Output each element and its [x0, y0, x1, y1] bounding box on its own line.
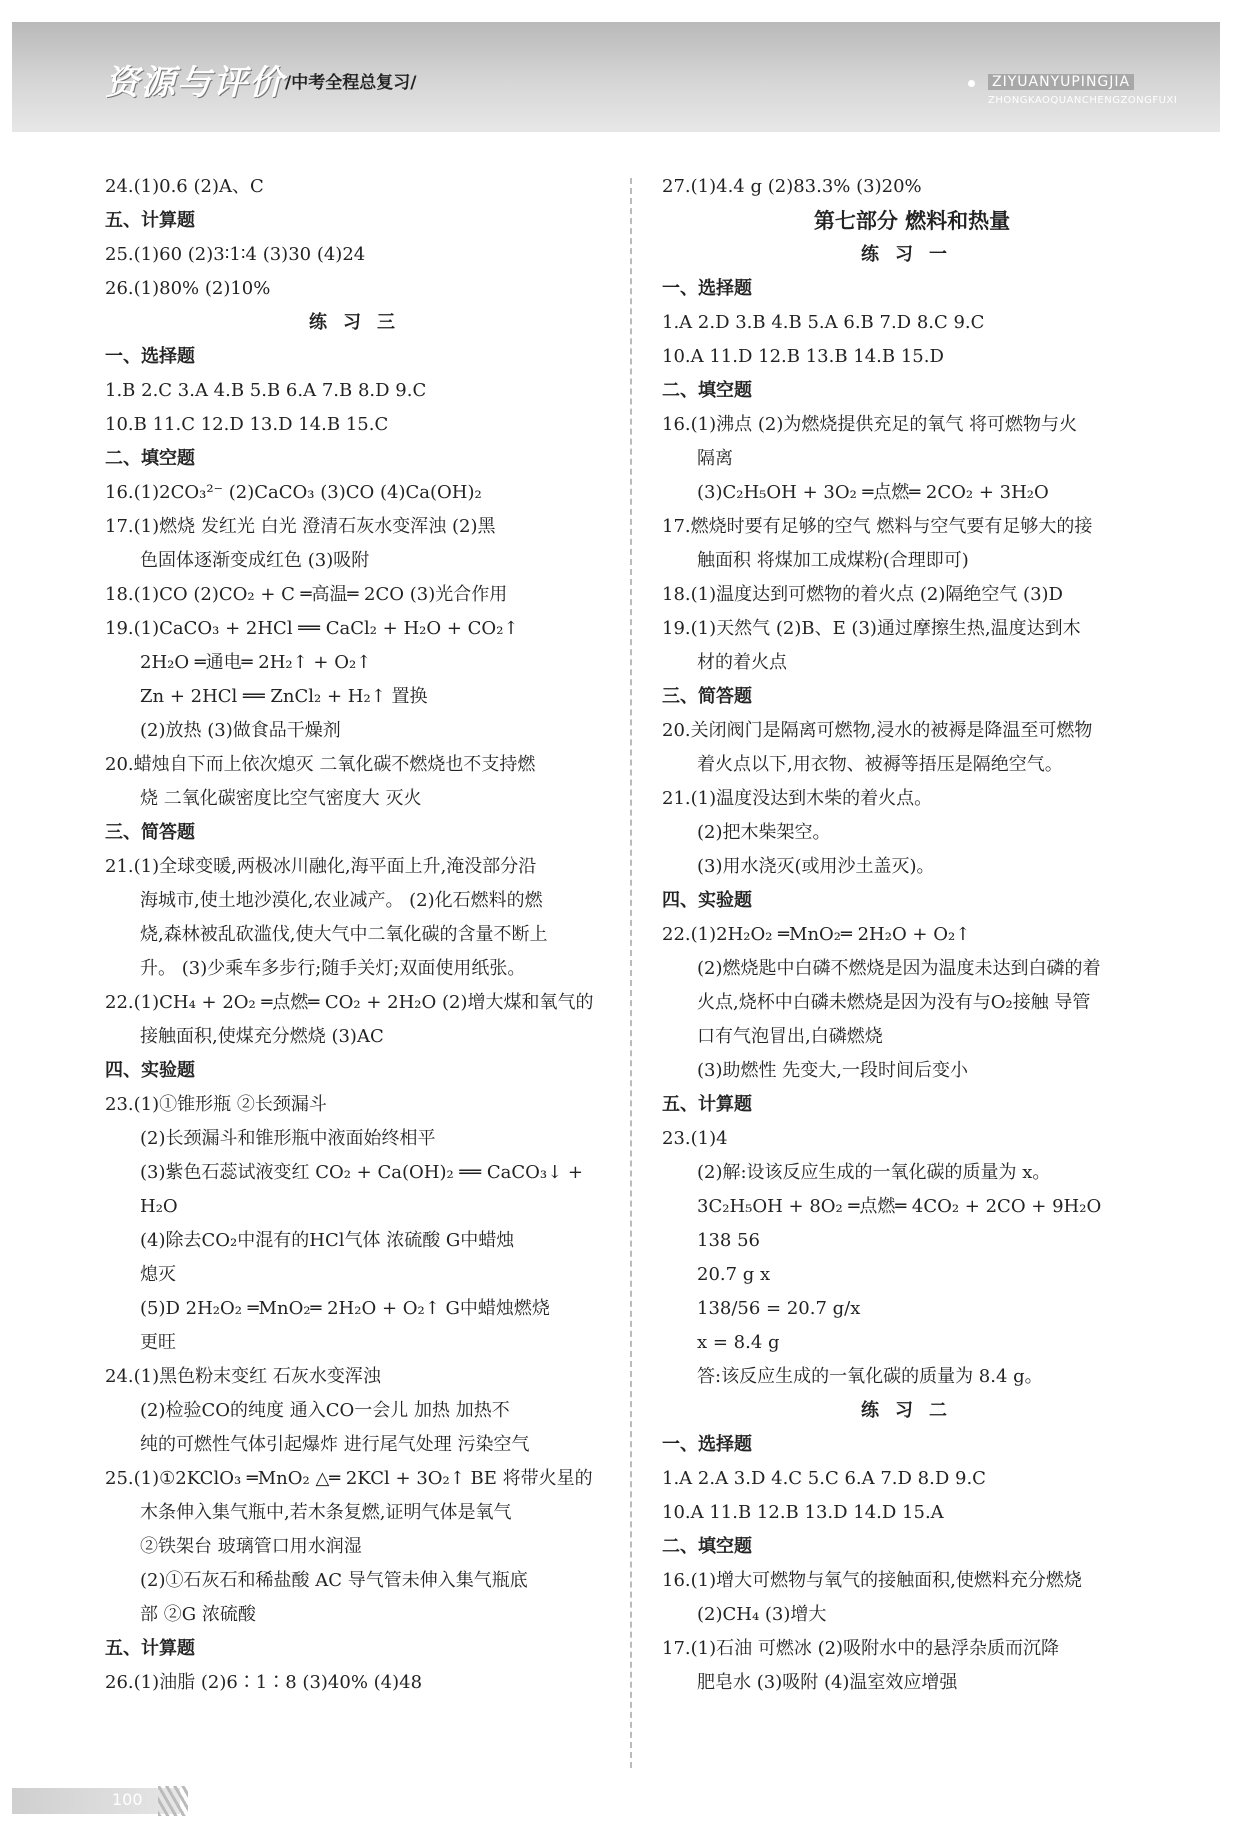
exercise-title: 练习三	[309, 312, 411, 333]
answer-line-continued: 肥皂水 (3)吸附 (4)温室效应增强	[697, 1672, 958, 1693]
answer-line-continued: 隔离	[697, 448, 733, 469]
answer-line: 17.燃烧时要有足够的空气 燃料与空气要有足够大的接	[662, 516, 1093, 537]
header-dot-icon	[968, 80, 975, 87]
answer-line: 25.(1)60 (2)3∶1∶4 (3)30 (4)24	[105, 244, 366, 265]
answer-line-continued: ②铁架台 玻璃管口用水润湿	[140, 1536, 362, 1557]
answer-line: 23.(1)①锥形瓶 ②长颈漏斗	[105, 1094, 327, 1115]
exercise-title: 练习二	[861, 1400, 963, 1421]
answer-line-continued: 138 56	[697, 1230, 760, 1251]
answer-line-continued: 烧 二氧化碳密度比空气密度大 灭火	[140, 788, 422, 809]
section-heading: 一、选择题	[105, 346, 195, 367]
answer-line-continued: x = 8.4 g	[697, 1332, 780, 1353]
answer-line-continued: (3)C₂H₅OH + 3O₂ ═点燃═ 2CO₂ + 3H₂O	[697, 482, 1049, 503]
answer-line-continued: (2)检验CO的纯度 通入CO一会儿 加热 加热不	[140, 1400, 510, 1421]
section-heading: 一、选择题	[662, 1434, 752, 1455]
answer-line: 23.(1)4	[662, 1128, 728, 1149]
answer-line-continued: 接触面积,使煤充分燃烧 (3)AC	[140, 1026, 384, 1047]
answer-line: 17.(1)石油 可燃冰 (2)吸附水中的悬浮杂质而沉降	[662, 1638, 1060, 1659]
answer-line: 25.(1)①2KClO₃ ═MnO₂ △═ 2KCl + 3O₂↑ BE 将带火星的	[105, 1468, 593, 1489]
section-heading: 四、实验题	[662, 890, 752, 911]
answer-line: 22.(1)CH₄ + 2O₂ ═点燃═ CO₂ + 2H₂O (2)增大煤和氧气的	[105, 992, 594, 1013]
answer-line-continued: (5)D 2H₂O₂ ═MnO₂═ 2H₂O + O₂↑ G中蜡烛燃烧	[140, 1298, 550, 1319]
answer-line: 19.(1)天然气 (2)B、E (3)通过摩擦生热,温度达到木	[662, 618, 1081, 639]
answer-line: 20.蜡烛自下而上依次熄灭 二氧化碳不燃烧也不支持燃	[105, 754, 536, 775]
answer-line-continued: 着火点以下,用衣物、被褥等捂压是隔绝空气。	[697, 754, 1063, 775]
answer-line: 20.关闭阀门是隔离可燃物,浸水的被褥是降温至可燃物	[662, 720, 1093, 741]
answer-line: 24.(1)0.6 (2)A、C	[105, 176, 264, 197]
answer-line-continued: 材的着火点	[697, 652, 787, 673]
answer-line-continued: (2)燃烧匙中白磷不燃烧是因为温度未达到白磷的着	[697, 958, 1101, 979]
footer-stripes	[158, 1786, 188, 1816]
answer-line: 18.(1)温度达到可燃物的着火点 (2)隔绝空气 (3)D	[662, 584, 1063, 605]
column-divider	[630, 178, 632, 1768]
series-subtitle-english: ZHONGKAOQUANCHENGZONGFUXI	[988, 95, 1178, 106]
answer-line: 19.(1)CaCO₃ + 2HCl ══ CaCl₂ + H₂O + CO₂↑	[105, 618, 519, 639]
answer-line-continued: (2)把木柴架空。	[697, 822, 831, 843]
answer-line-continued: (2)长颈漏斗和锥形瓶中液面始终相平	[140, 1128, 436, 1149]
section-heading: 五、计算题	[105, 210, 195, 231]
exercise-title: 练习一	[861, 244, 963, 265]
left-column	[105, 170, 615, 1700]
section-heading: 二、填空题	[105, 448, 195, 469]
answer-line-continued: 烧,森林被乱砍滥伐,使大气中二氧化碳的含量不断上	[140, 924, 548, 945]
answer-line-continued: (3)紫色石蕊试液变红 CO₂ + Ca(OH)₂ ══ CaCO₃↓ +	[140, 1162, 583, 1183]
page-number: 100	[112, 1790, 143, 1809]
answer-line-continued: 部 ②G 浓硫酸	[140, 1604, 256, 1625]
answer-line-continued: 纯的可燃性气体引起爆炸 进行尾气处理 污染空气	[140, 1434, 530, 1455]
section-heading: 二、填空题	[662, 380, 752, 401]
answer-line: 1.A 2.D 3.B 4.B 5.A 6.B 7.D 8.C 9.C	[662, 312, 985, 333]
section-heading: 一、选择题	[662, 278, 752, 299]
answer-line-continued: 海城市,使土地沙漠化,农业减产。 (2)化石燃料的燃	[140, 890, 543, 911]
series-name-english: ZIYUANYUPINGJIA	[988, 74, 1134, 90]
answer-line-continued: 3C₂H₅OH + 8O₂ ═点燃═ 4CO₂ + 2CO + 9H₂O	[697, 1196, 1102, 1217]
answer-line-continued: (2)解:设该反应生成的一氧化碳的质量为 x。	[697, 1162, 1051, 1183]
answer-line-continued: 2H₂O ═通电═ 2H₂↑ + O₂↑	[140, 652, 372, 673]
book-brand: 资源与评价	[105, 63, 285, 103]
page-footer	[12, 1788, 180, 1814]
section-heading: 三、简答题	[105, 822, 195, 843]
answer-line-continued: (2)放热 (3)做食品干燥剂	[140, 720, 341, 741]
answer-line: 16.(1)2CO₃²⁻ (2)CaCO₃ (3)CO (4)Ca(OH)₂	[105, 482, 482, 503]
section-heading: 五、计算题	[105, 1638, 195, 1659]
answer-line-continued: 色固体逐渐变成红色 (3)吸附	[140, 550, 370, 571]
answer-line: 26.(1)80% (2)10%	[105, 278, 271, 299]
answer-line-continued: 138/56 = 20.7 g/x	[697, 1298, 861, 1319]
section-heading: 四、实验题	[105, 1060, 195, 1081]
answer-line: 17.(1)燃烧 发红光 白光 澄清石灰水变浑浊 (2)黑	[105, 516, 496, 537]
answer-line: 1.A 2.A 3.D 4.C 5.C 6.A 7.D 8.D 9.C	[662, 1468, 986, 1489]
answer-line: 10.A 11.B 12.B 13.D 14.D 15.A	[662, 1502, 944, 1523]
right-column	[662, 170, 1162, 1700]
answer-line-continued: 升。 (3)少乘车多步行;随手关灯;双面使用纸张。	[140, 958, 526, 979]
answer-line: 21.(1)全球变暖,两极冰川融化,海平面上升,淹没部分沿	[105, 856, 537, 877]
part-title: 第七部分 燃料和热量	[813, 209, 1011, 233]
answer-line-continued: 火点,烧杯中白磷未燃烧是因为没有与O₂接触 导管	[697, 992, 1091, 1013]
book-subtitle: /中考全程总复习/	[285, 73, 417, 93]
answer-line: 18.(1)CO (2)CO₂ + C ═高温═ 2CO (3)光合作用	[105, 584, 508, 605]
answer-line-continued: 触面积 将煤加工成煤粉(合理即可)	[697, 550, 969, 571]
answer-line: 10.A 11.D 12.B 13.B 14.B 15.D	[662, 346, 944, 367]
answer-line-continued: 20.7 g x	[697, 1264, 771, 1285]
answer-line: 26.(1)油脂 (2)6∶1∶8 (3)40% (4)48	[105, 1672, 423, 1693]
answer-line-continued: 口有气泡冒出,白磷燃烧	[697, 1026, 883, 1047]
answer-line-continued: (3)助燃性 先变大,一段时间后变小	[697, 1060, 968, 1081]
answer-line-continued: H₂O	[140, 1196, 178, 1217]
answer-line: 10.B 11.C 12.D 13.D 14.B 15.C	[105, 414, 389, 435]
answer-line-continued: Zn + 2HCl ══ ZnCl₂ + H₂↑ 置换	[140, 686, 428, 707]
answer-line: 24.(1)黑色粉末变红 石灰水变浑浊	[105, 1366, 381, 1387]
answer-line-continued: (2)CH₄ (3)增大	[697, 1604, 827, 1625]
section-heading: 五、计算题	[662, 1094, 752, 1115]
answer-line: 16.(1)沸点 (2)为燃烧提供充足的氧气 将可燃物与火	[662, 414, 1078, 435]
answer-line-continued: 更旺	[140, 1332, 176, 1353]
answer-line-continued: (4)除去CO₂中混有的HCl气体 浓硫酸 G中蜡烛	[140, 1230, 515, 1251]
answer-line-continued: (2)①石灰石和稀盐酸 AC 导气管未伸入集气瓶底	[140, 1570, 528, 1591]
section-heading: 三、简答题	[662, 686, 752, 707]
answer-line: 21.(1)温度没达到木柴的着火点。	[662, 788, 933, 809]
answer-line: 27.(1)4.4 g (2)83.3% (3)20%	[662, 176, 922, 197]
answer-line-continued: (3)用水浇灭(或用沙土盖灭)。	[697, 856, 935, 877]
answer-line-continued: 熄灭	[140, 1264, 176, 1285]
section-heading: 二、填空题	[662, 1536, 752, 1557]
answer-line: 1.B 2.C 3.A 4.B 5.B 6.A 7.B 8.D 9.C	[105, 380, 427, 401]
answer-line-continued: 答:该反应生成的一氧化碳的质量为 8.4 g。	[697, 1366, 1043, 1387]
answer-line: 22.(1)2H₂O₂ ═MnO₂═ 2H₂O + O₂↑	[662, 924, 971, 945]
answer-line: 16.(1)增大可燃物与氧气的接触面积,使燃料充分燃烧	[662, 1570, 1082, 1591]
answer-line-continued: 木条伸入集气瓶中,若木条复燃,证明气体是氧气	[140, 1502, 512, 1523]
